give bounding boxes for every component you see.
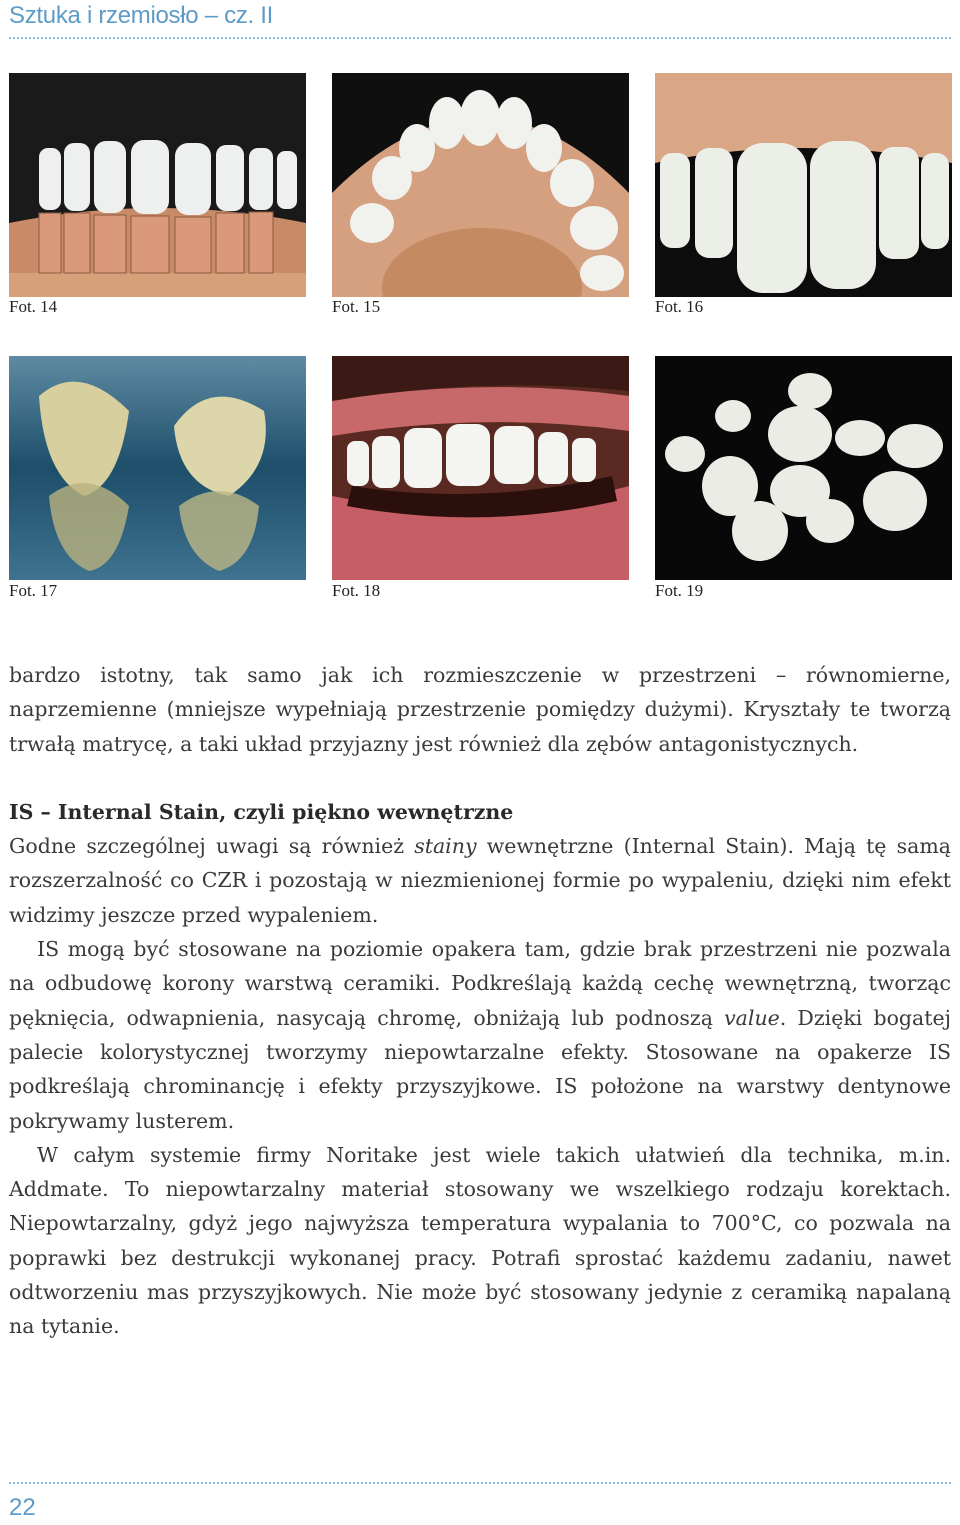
paragraph-4: W całym systemie firmy Noritake jest wiele takich ułatwień dla technika, m.in. Addmate. To niepowtarzalny materiał stosowany we wszelkiego rodzaju korektach. Niepowtarzalny, gdyż jego najwyższa temperatura wypalania to 700°C, co pozwala na poprawki bez destrukcji wykonanej pracy. Potrafi sprostać każdemu zadaniu, nawet odtworzeniu mas przyszyjkowych. Nie może być stosowany jedynie z ceramiką napalaną na tytanie. (9, 1142, 951, 1339)
photo-19-caption: Fot. 19 (655, 581, 704, 600)
section-heading: IS – Internal Stain, czyli piękno wewnętrzne (9, 799, 514, 824)
paragraph-1: bardzo istotny, tak samo jak ich rozmieszczenie w przestrzeni – równomierne, naprzemienne (mniejsze wypełniają przestrzenie pomiędzy dużymi). Kryształy te tworzą trwałą matrycę, a taki układ przyjazny jest również dla zębów antagonistycznych. (9, 663, 951, 756)
running-header: Sztuka i rzemiosło – cz. II (9, 2, 273, 29)
photo-17 (9, 356, 306, 580)
photo-16-caption: Fot. 16 (655, 297, 704, 316)
paragraph-3: IS mogą być stosowane na poziomie opakera tam, gdzie brak przestrzeni nie pozwala na odbudowę korony warstwą ceramiki. Podkreślają każdą cechę wewnętrzną, tworząc pęknięcia, odwapnienia, nasycają chromę, obniżają lub podnoszą value. Dzięki bogatej palecie kolorystycznej tworzymy niepowtarzalne efekty. Stosowane na opakerze IS podkreślają chrominancję i efekty przyszyjkowe. IS położone na warstwy dentynowe pokrywamy lusterem. (9, 937, 951, 1133)
photo-19 (655, 356, 952, 580)
photo-15 (332, 73, 629, 297)
photo-18 (332, 356, 629, 580)
footer-divider (9, 1482, 951, 1484)
article-body (9, 658, 951, 1344)
photo-14-caption: Fot. 14 (9, 297, 58, 316)
page-number: 22 (9, 1494, 36, 1521)
photo-15-caption: Fot. 15 (332, 297, 381, 316)
photo-16 (655, 73, 952, 297)
paragraph-2: Godne szczególnej uwagi są również stainy wewnętrzne (Internal Stain). Mają tę samą rozszerzalność co CZR i pozostają w niezmienionej formie po wypaleniu, dzięki nim efekt widzimy jeszcze przed wypaleniem. (9, 834, 952, 927)
header-divider (9, 37, 951, 39)
photo-14 (9, 73, 306, 297)
photo-18-caption: Fot. 18 (332, 581, 381, 600)
photo-17-caption: Fot. 17 (9, 581, 58, 600)
